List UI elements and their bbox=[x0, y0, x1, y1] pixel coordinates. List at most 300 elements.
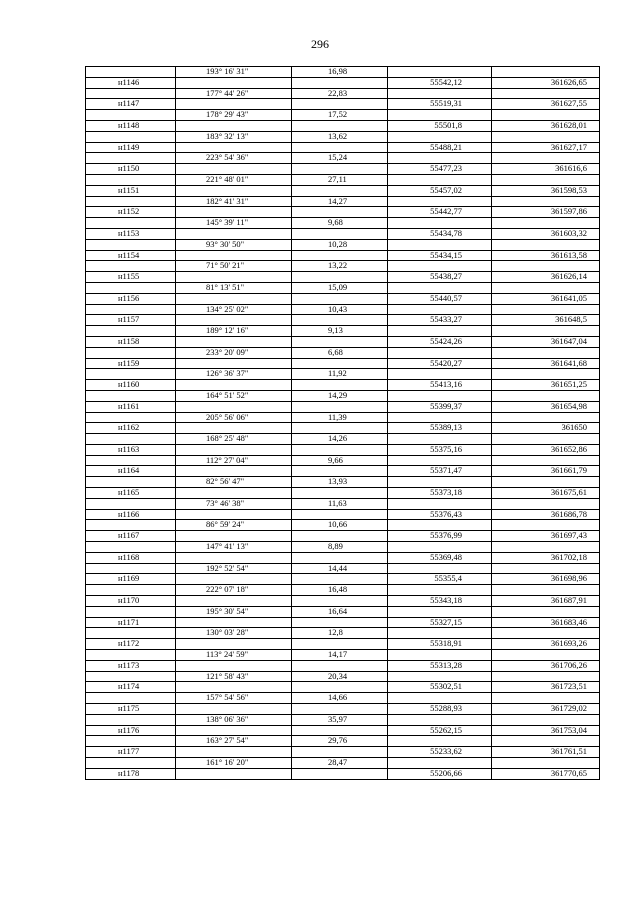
bearing-cell: 178° 29' 43" bbox=[176, 110, 292, 121]
empty-cell bbox=[388, 174, 492, 185]
point-row bbox=[86, 768, 600, 779]
empty-cell bbox=[176, 164, 292, 175]
empty-cell bbox=[86, 650, 176, 661]
empty-cell bbox=[292, 747, 388, 758]
empty-cell bbox=[176, 423, 292, 434]
x-coordinate-cell: 55376,43 bbox=[388, 509, 492, 520]
point-row bbox=[86, 725, 600, 736]
empty-cell bbox=[292, 444, 388, 455]
empty-cell bbox=[292, 768, 388, 779]
segment-row bbox=[86, 304, 600, 315]
empty-cell bbox=[86, 736, 176, 747]
empty-cell bbox=[86, 261, 176, 272]
distance-cell: 27,11 bbox=[292, 174, 388, 185]
empty-cell bbox=[176, 293, 292, 304]
x-coordinate-cell: 55442,77 bbox=[388, 207, 492, 218]
empty-cell bbox=[492, 498, 600, 509]
empty-cell bbox=[292, 682, 388, 693]
empty-cell bbox=[492, 174, 600, 185]
coordinates-table-body bbox=[86, 67, 600, 780]
bearing-cell: 182° 41' 31" bbox=[176, 196, 292, 207]
empty-cell bbox=[292, 574, 388, 585]
x-coordinate-cell: 55399,37 bbox=[388, 401, 492, 412]
bearing-cell: 221° 48' 01" bbox=[176, 174, 292, 185]
empty-cell bbox=[492, 239, 600, 250]
empty-cell bbox=[492, 67, 600, 78]
empty-cell bbox=[492, 412, 600, 423]
bearing-cell: 82° 56' 47" bbox=[176, 477, 292, 488]
point-name-cell: н1172 bbox=[86, 639, 176, 650]
empty-cell bbox=[292, 423, 388, 434]
point-row bbox=[86, 272, 600, 283]
y-coordinate-cell: 361597,86 bbox=[492, 207, 600, 218]
x-coordinate-cell: 55389,13 bbox=[388, 423, 492, 434]
empty-cell bbox=[86, 196, 176, 207]
empty-cell bbox=[388, 347, 492, 358]
point-name-cell: н1159 bbox=[86, 358, 176, 369]
segment-row bbox=[86, 563, 600, 574]
bearing-cell: 134° 25' 02" bbox=[176, 304, 292, 315]
empty-cell bbox=[492, 282, 600, 293]
empty-cell bbox=[388, 563, 492, 574]
segment-row bbox=[86, 477, 600, 488]
empty-cell bbox=[176, 660, 292, 671]
empty-cell bbox=[492, 261, 600, 272]
y-coordinate-cell: 361729,02 bbox=[492, 704, 600, 715]
empty-cell bbox=[492, 563, 600, 574]
distance-cell: 22,83 bbox=[292, 88, 388, 99]
segment-row bbox=[86, 347, 600, 358]
x-coordinate-cell: 55355,4 bbox=[388, 574, 492, 585]
x-coordinate-cell: 55327,15 bbox=[388, 617, 492, 628]
y-coordinate-cell: 361652,86 bbox=[492, 444, 600, 455]
distance-cell: 20,34 bbox=[292, 671, 388, 682]
y-coordinate-cell: 361627,17 bbox=[492, 142, 600, 153]
point-row bbox=[86, 380, 600, 391]
empty-cell bbox=[292, 336, 388, 347]
empty-cell bbox=[492, 693, 600, 704]
empty-cell bbox=[492, 585, 600, 596]
segment-row bbox=[86, 239, 600, 250]
x-coordinate-cell: 55424,26 bbox=[388, 336, 492, 347]
point-name-cell: н1149 bbox=[86, 142, 176, 153]
empty-cell bbox=[176, 444, 292, 455]
distance-cell: 13,93 bbox=[292, 477, 388, 488]
empty-cell bbox=[492, 88, 600, 99]
point-name-cell: н1146 bbox=[86, 77, 176, 88]
y-coordinate-cell: 361626,65 bbox=[492, 77, 600, 88]
empty-cell bbox=[492, 671, 600, 682]
x-coordinate-cell: 55477,23 bbox=[388, 164, 492, 175]
empty-cell bbox=[388, 304, 492, 315]
distance-cell: 35,97 bbox=[292, 714, 388, 725]
y-coordinate-cell: 361693,26 bbox=[492, 639, 600, 650]
segment-row bbox=[86, 520, 600, 531]
empty-cell bbox=[176, 725, 292, 736]
empty-cell bbox=[292, 120, 388, 131]
y-coordinate-cell: 361616,6 bbox=[492, 164, 600, 175]
empty-cell bbox=[292, 401, 388, 412]
distance-cell: 17,52 bbox=[292, 110, 388, 121]
empty-cell bbox=[86, 693, 176, 704]
empty-cell bbox=[388, 758, 492, 769]
empty-cell bbox=[388, 671, 492, 682]
empty-cell bbox=[176, 272, 292, 283]
x-coordinate-cell: 55318,91 bbox=[388, 639, 492, 650]
distance-cell: 15,09 bbox=[292, 282, 388, 293]
y-coordinate-cell: 361686,78 bbox=[492, 509, 600, 520]
y-coordinate-cell: 361641,05 bbox=[492, 293, 600, 304]
empty-cell bbox=[176, 509, 292, 520]
y-coordinate-cell: 361761,51 bbox=[492, 747, 600, 758]
bearing-cell: 183° 32' 13" bbox=[176, 131, 292, 142]
point-name-cell: н1156 bbox=[86, 293, 176, 304]
y-coordinate-cell: 361723,51 bbox=[492, 682, 600, 693]
empty-cell bbox=[86, 282, 176, 293]
segment-row bbox=[86, 88, 600, 99]
point-name-cell: н1177 bbox=[86, 747, 176, 758]
bearing-cell: 161° 16' 20" bbox=[176, 758, 292, 769]
empty-cell bbox=[86, 714, 176, 725]
segment-row bbox=[86, 714, 600, 725]
empty-cell bbox=[388, 326, 492, 337]
empty-cell bbox=[86, 477, 176, 488]
distance-cell: 9,66 bbox=[292, 455, 388, 466]
distance-cell: 28,47 bbox=[292, 758, 388, 769]
empty-cell bbox=[492, 542, 600, 553]
point-row bbox=[86, 660, 600, 671]
empty-cell bbox=[292, 617, 388, 628]
empty-cell bbox=[492, 131, 600, 142]
segment-row bbox=[86, 650, 600, 661]
empty-cell bbox=[292, 228, 388, 239]
empty-cell bbox=[292, 704, 388, 715]
distance-cell: 10,66 bbox=[292, 520, 388, 531]
empty-cell bbox=[292, 639, 388, 650]
empty-cell bbox=[86, 412, 176, 423]
x-coordinate-cell: 55373,18 bbox=[388, 488, 492, 499]
distance-cell: 12,8 bbox=[292, 628, 388, 639]
point-row bbox=[86, 423, 600, 434]
point-name-cell: н1161 bbox=[86, 401, 176, 412]
point-row bbox=[86, 99, 600, 110]
point-name-cell: н1163 bbox=[86, 444, 176, 455]
point-name-cell: н1170 bbox=[86, 596, 176, 607]
segment-row bbox=[86, 67, 600, 78]
empty-cell bbox=[86, 347, 176, 358]
y-coordinate-cell: 361650 bbox=[492, 423, 600, 434]
x-coordinate-cell: 55457,02 bbox=[388, 185, 492, 196]
y-coordinate-cell: 361627,55 bbox=[492, 99, 600, 110]
point-name-cell: н1168 bbox=[86, 552, 176, 563]
point-row bbox=[86, 531, 600, 542]
empty-cell bbox=[292, 466, 388, 477]
empty-cell bbox=[388, 390, 492, 401]
point-row bbox=[86, 120, 600, 131]
empty-cell bbox=[388, 606, 492, 617]
x-coordinate-cell: 55369,48 bbox=[388, 552, 492, 563]
x-coordinate-cell: 55206,66 bbox=[388, 768, 492, 779]
point-name-cell: н1166 bbox=[86, 509, 176, 520]
y-coordinate-cell: 361702,18 bbox=[492, 552, 600, 563]
empty-cell bbox=[292, 315, 388, 326]
bearing-cell: 163° 27' 54" bbox=[176, 736, 292, 747]
bearing-cell: 157° 54' 56" bbox=[176, 693, 292, 704]
empty-cell bbox=[176, 747, 292, 758]
point-name-cell: н1151 bbox=[86, 185, 176, 196]
empty-cell bbox=[292, 250, 388, 261]
distance-cell: 29,76 bbox=[292, 736, 388, 747]
segment-row bbox=[86, 455, 600, 466]
y-coordinate-cell: 361753,04 bbox=[492, 725, 600, 736]
distance-cell: 9,13 bbox=[292, 326, 388, 337]
empty-cell bbox=[492, 477, 600, 488]
empty-cell bbox=[176, 552, 292, 563]
empty-cell bbox=[86, 628, 176, 639]
empty-cell bbox=[388, 196, 492, 207]
empty-cell bbox=[388, 455, 492, 466]
distance-cell: 14,17 bbox=[292, 650, 388, 661]
point-name-cell: н1173 bbox=[86, 660, 176, 671]
empty-cell bbox=[86, 218, 176, 229]
x-coordinate-cell: 55313,28 bbox=[388, 660, 492, 671]
segment-row bbox=[86, 369, 600, 380]
point-name-cell: н1174 bbox=[86, 682, 176, 693]
segment-row bbox=[86, 110, 600, 121]
empty-cell bbox=[492, 520, 600, 531]
distance-cell: 11,63 bbox=[292, 498, 388, 509]
x-coordinate-cell: 55519,31 bbox=[388, 99, 492, 110]
distance-cell: 9,68 bbox=[292, 218, 388, 229]
empty-cell bbox=[176, 639, 292, 650]
empty-cell bbox=[492, 758, 600, 769]
bearing-cell: 113° 24' 59" bbox=[176, 650, 292, 661]
empty-cell bbox=[86, 131, 176, 142]
empty-cell bbox=[388, 218, 492, 229]
point-name-cell: н1155 bbox=[86, 272, 176, 283]
y-coordinate-cell: 361651,25 bbox=[492, 380, 600, 391]
distance-cell: 8,89 bbox=[292, 542, 388, 553]
empty-cell bbox=[388, 110, 492, 121]
x-coordinate-cell: 55376,99 bbox=[388, 531, 492, 542]
point-name-cell: н1167 bbox=[86, 531, 176, 542]
distance-cell: 13,22 bbox=[292, 261, 388, 272]
empty-cell bbox=[86, 758, 176, 769]
empty-cell bbox=[86, 304, 176, 315]
empty-cell bbox=[176, 99, 292, 110]
empty-cell bbox=[176, 250, 292, 261]
empty-cell bbox=[86, 88, 176, 99]
bearing-cell: 147° 41' 13" bbox=[176, 542, 292, 553]
y-coordinate-cell: 361648,5 bbox=[492, 315, 600, 326]
empty-cell bbox=[388, 434, 492, 445]
x-coordinate-cell: 55433,27 bbox=[388, 315, 492, 326]
distance-cell: 13,62 bbox=[292, 131, 388, 142]
segment-row bbox=[86, 412, 600, 423]
empty-cell bbox=[176, 768, 292, 779]
y-coordinate-cell: 361641,68 bbox=[492, 358, 600, 369]
empty-cell bbox=[388, 412, 492, 423]
empty-cell bbox=[86, 606, 176, 617]
segment-row bbox=[86, 542, 600, 553]
empty-cell bbox=[292, 531, 388, 542]
point-row bbox=[86, 185, 600, 196]
empty-cell bbox=[176, 207, 292, 218]
distance-cell: 15,24 bbox=[292, 153, 388, 164]
point-row bbox=[86, 358, 600, 369]
segment-row bbox=[86, 153, 600, 164]
point-row bbox=[86, 552, 600, 563]
segment-row bbox=[86, 326, 600, 337]
y-coordinate-cell: 361675,61 bbox=[492, 488, 600, 499]
distance-cell: 6,68 bbox=[292, 347, 388, 358]
point-row bbox=[86, 336, 600, 347]
point-row bbox=[86, 639, 600, 650]
segment-row bbox=[86, 606, 600, 617]
segment-row bbox=[86, 390, 600, 401]
point-name-cell: н1158 bbox=[86, 336, 176, 347]
bearing-cell: 205° 56' 06" bbox=[176, 412, 292, 423]
segment-row bbox=[86, 196, 600, 207]
empty-cell bbox=[492, 326, 600, 337]
empty-cell bbox=[86, 110, 176, 121]
empty-cell bbox=[492, 650, 600, 661]
point-row bbox=[86, 488, 600, 499]
x-coordinate-cell: 55438,27 bbox=[388, 272, 492, 283]
point-name-cell: н1176 bbox=[86, 725, 176, 736]
empty-cell bbox=[292, 293, 388, 304]
y-coordinate-cell: 361683,46 bbox=[492, 617, 600, 628]
empty-cell bbox=[388, 714, 492, 725]
empty-cell bbox=[388, 650, 492, 661]
distance-cell: 14,29 bbox=[292, 390, 388, 401]
bearing-cell: 71° 50' 21" bbox=[176, 261, 292, 272]
empty-cell bbox=[86, 585, 176, 596]
point-name-cell: н1157 bbox=[86, 315, 176, 326]
point-row bbox=[86, 315, 600, 326]
empty-cell bbox=[292, 509, 388, 520]
distance-cell: 10,43 bbox=[292, 304, 388, 315]
coordinates-table bbox=[85, 66, 600, 780]
distance-cell: 11,39 bbox=[292, 412, 388, 423]
y-coordinate-cell: 361654,98 bbox=[492, 401, 600, 412]
empty-cell bbox=[292, 488, 388, 499]
distance-cell: 14,44 bbox=[292, 563, 388, 574]
point-name-cell: н1147 bbox=[86, 99, 176, 110]
segment-row bbox=[86, 736, 600, 747]
point-name-cell: н1171 bbox=[86, 617, 176, 628]
bearing-cell: 193° 16' 31" bbox=[176, 67, 292, 78]
bearing-cell: 192° 52' 54" bbox=[176, 563, 292, 574]
distance-cell: 14,27 bbox=[292, 196, 388, 207]
bearing-cell: 164° 51' 52" bbox=[176, 390, 292, 401]
point-name-cell: н1152 bbox=[86, 207, 176, 218]
empty-cell bbox=[176, 531, 292, 542]
y-coordinate-cell: 361647,04 bbox=[492, 336, 600, 347]
y-coordinate-cell: 361613,58 bbox=[492, 250, 600, 261]
x-coordinate-cell: 55262,15 bbox=[388, 725, 492, 736]
page-number: 296 bbox=[311, 37, 329, 51]
x-coordinate-cell: 55413,16 bbox=[388, 380, 492, 391]
bearing-cell: 222° 07' 18" bbox=[176, 585, 292, 596]
point-name-cell: н1153 bbox=[86, 228, 176, 239]
point-row bbox=[86, 293, 600, 304]
empty-cell bbox=[176, 120, 292, 131]
empty-cell bbox=[492, 369, 600, 380]
empty-cell bbox=[388, 628, 492, 639]
point-name-cell: н1148 bbox=[86, 120, 176, 131]
empty-cell bbox=[492, 606, 600, 617]
segment-row bbox=[86, 282, 600, 293]
empty-cell bbox=[86, 153, 176, 164]
empty-cell bbox=[86, 326, 176, 337]
segment-row bbox=[86, 585, 600, 596]
point-row bbox=[86, 747, 600, 758]
empty-cell bbox=[292, 358, 388, 369]
point-row bbox=[86, 401, 600, 412]
empty-cell bbox=[86, 671, 176, 682]
empty-cell bbox=[292, 380, 388, 391]
empty-cell bbox=[292, 142, 388, 153]
segment-row bbox=[86, 218, 600, 229]
segment-row bbox=[86, 174, 600, 185]
empty-cell bbox=[86, 239, 176, 250]
bearing-cell: 112° 27' 04" bbox=[176, 455, 292, 466]
x-coordinate-cell: 55440,57 bbox=[388, 293, 492, 304]
bearing-cell: 195° 30' 54" bbox=[176, 606, 292, 617]
empty-cell bbox=[292, 99, 388, 110]
empty-cell bbox=[176, 596, 292, 607]
distance-cell: 14,26 bbox=[292, 434, 388, 445]
bearing-cell: 121° 58' 43" bbox=[176, 671, 292, 682]
segment-row bbox=[86, 131, 600, 142]
y-coordinate-cell: 361698,96 bbox=[492, 574, 600, 585]
empty-cell bbox=[176, 380, 292, 391]
empty-cell bbox=[292, 272, 388, 283]
point-row bbox=[86, 596, 600, 607]
empty-cell bbox=[388, 153, 492, 164]
empty-cell bbox=[176, 704, 292, 715]
empty-cell bbox=[492, 196, 600, 207]
empty-cell bbox=[86, 434, 176, 445]
empty-cell bbox=[86, 563, 176, 574]
empty-cell bbox=[176, 77, 292, 88]
y-coordinate-cell: 361598,53 bbox=[492, 185, 600, 196]
y-coordinate-cell: 361706,26 bbox=[492, 660, 600, 671]
bearing-cell: 81° 13' 51" bbox=[176, 282, 292, 293]
empty-cell bbox=[176, 574, 292, 585]
point-name-cell: н1178 bbox=[86, 768, 176, 779]
point-row bbox=[86, 207, 600, 218]
empty-cell bbox=[86, 542, 176, 553]
bearing-cell: 138° 06' 36" bbox=[176, 714, 292, 725]
bearing-cell: 168° 25' 48" bbox=[176, 434, 292, 445]
x-coordinate-cell: 55434,15 bbox=[388, 250, 492, 261]
segment-row bbox=[86, 758, 600, 769]
point-row bbox=[86, 77, 600, 88]
empty-cell bbox=[176, 488, 292, 499]
empty-cell bbox=[176, 315, 292, 326]
empty-cell bbox=[388, 736, 492, 747]
distance-cell: 11,92 bbox=[292, 369, 388, 380]
point-name-cell: н1150 bbox=[86, 164, 176, 175]
empty-cell bbox=[176, 358, 292, 369]
distance-cell: 16,64 bbox=[292, 606, 388, 617]
empty-cell bbox=[388, 131, 492, 142]
empty-cell bbox=[388, 498, 492, 509]
x-coordinate-cell: 55434,78 bbox=[388, 228, 492, 239]
y-coordinate-cell: 361661,79 bbox=[492, 466, 600, 477]
